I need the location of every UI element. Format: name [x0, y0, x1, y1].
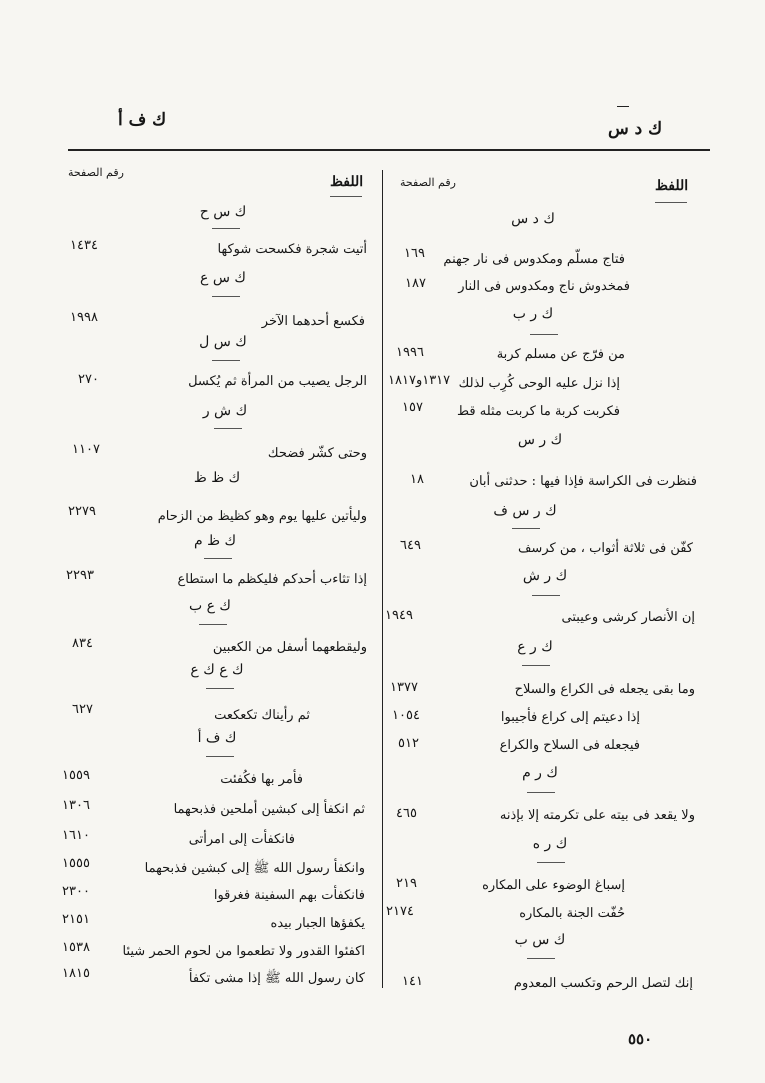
page-number: ٥٥٠: [628, 1030, 653, 1048]
right-entry-page: ١٩٤٩: [385, 608, 413, 623]
right-root-5: ك ر ش: [522, 568, 568, 584]
right-entry-text: إنك لتصل الرحم وتكسب المعدوم: [513, 976, 693, 991]
left-entry-page: ٢٢٩٣: [66, 568, 94, 583]
left-entry-page: ٢٧٠: [78, 372, 99, 387]
right-entry-page: ٥١٢: [398, 736, 419, 751]
right-entry-page: ١٦٩: [404, 246, 425, 261]
left-entry-text: اكفئوا القدور ولا تطعموا من لحوم الحمر شيئا: [122, 944, 365, 959]
right-root-divider: [532, 595, 560, 596]
left-entry-page: ١٥٣٨: [62, 940, 90, 955]
left-entry-text: أتيت شجرة فكسحت شوكها: [217, 242, 367, 257]
right-entry-page: ١٠٥٤: [392, 708, 420, 723]
left-entry-page: ١٣٠٦: [62, 798, 90, 813]
left-root-divider: [199, 624, 227, 625]
left-root-4: ك ش ر: [202, 403, 248, 419]
right-entry-page: ١٣١٧و١٨١٧: [388, 373, 451, 388]
right-entry-page: ١٨: [410, 472, 424, 487]
right-root-divider: [537, 862, 565, 863]
left-entry-page: ١٨١٥: [62, 966, 90, 981]
right-root-divider: [512, 528, 540, 529]
right-entry-page: ١٣٧٧: [390, 680, 418, 695]
right-word-header: اللفظ: [655, 178, 689, 194]
right-root-divider: [527, 792, 555, 793]
right-entry-text: إذا نزل عليه الوحى كُرِب لذلك: [458, 376, 620, 391]
left-root-divider: [212, 296, 240, 297]
column-separator: [382, 170, 383, 988]
left-root-1: ك س ح: [199, 204, 247, 220]
right-root-7: ك ر م: [522, 765, 558, 781]
left-entry-page: ١٤٣٤: [70, 238, 98, 253]
left-entry-page: ١١٠٧: [72, 442, 100, 457]
right-root-8: ك ر ه: [532, 836, 568, 852]
right-entry-text: فيجعله فى السلاح والكراع: [499, 738, 640, 753]
left-root-3: ك س ل: [199, 334, 247, 350]
left-entry-text: يكفؤها الجبار بيده: [270, 916, 365, 931]
right-root-divider: [522, 665, 550, 666]
left-entry-page: ٢١٥١: [62, 912, 90, 927]
right-root-divider: [527, 958, 555, 959]
left-entry-text: وليأتين عليها يوم وهو كظيظ من الزحام: [157, 509, 367, 524]
left-root-divider: [214, 428, 242, 429]
right-root-1: ك د س: [511, 211, 555, 227]
left-entry-page: ١٥٥٥: [62, 856, 90, 871]
right-entry-page: ١٩٩٦: [396, 345, 424, 360]
right-entry-text: إذا دعيتم إلى كراع فأجيبوا: [500, 710, 640, 725]
right-entry-text: فمخدوش ناج ومكدوس فى النار: [458, 279, 630, 294]
left-entry-page: ٦٢٧: [72, 702, 93, 717]
left-entry-page: ٢٣٠٠: [62, 884, 90, 899]
left-root-2: ك س ع: [200, 270, 246, 286]
right-entry-text: من فرّج عن مسلم كربة: [496, 347, 625, 362]
left-root-divider: [206, 688, 234, 689]
right-entry-page: ١٨٧: [405, 276, 426, 291]
right-entry-page: ١٤١: [402, 974, 423, 989]
right-entry-page: ٦٤٩: [400, 538, 421, 553]
left-entry-text: وليقطعهما أسفل من الكعبين: [212, 640, 367, 655]
right-page-header: رقم الصفحة: [400, 176, 456, 189]
right-root-2: ك ر ب: [512, 306, 554, 322]
right-entry-page: ٤٦٥: [396, 806, 417, 821]
right-entry-text: إسباغ الوضوء على المكاره: [482, 878, 625, 893]
right-entry-text: حُفّت الجنة بالمكاره: [519, 906, 625, 921]
left-entry-text: فأمر بها فكُفئت: [220, 772, 303, 787]
left-page-header: رقم الصفحة: [68, 166, 124, 179]
left-word-header-underline: [330, 196, 362, 197]
left-entry-text: وحتى كشّر فضحك: [267, 446, 367, 461]
left-entry-page: ١٦١٠: [62, 828, 90, 843]
left-root-divider: [206, 756, 234, 757]
right-entry-page: ١٥٧: [402, 400, 423, 415]
right-entry-text: فكربت كربة ما كربت مثله قط: [457, 404, 620, 419]
header-left-root: ك ف أ: [118, 110, 167, 130]
right-entry-text: وما بقى يجعله فى الكراع والسلاح: [514, 682, 695, 697]
left-entry-text: الرجل يصيب من المرأة ثم يُكسل: [188, 374, 367, 389]
header-right-root: ك د س: [608, 119, 663, 139]
left-entry-text: ثم انكفأ إلى كبشين أملحين فذبحهما: [173, 802, 365, 817]
right-entry-text: إن الأنصار كرشى وعيبتى: [561, 610, 695, 625]
left-entry-text: وانكفأ رسول الله ﷺ إلى كبشين فذبحهما: [144, 861, 365, 876]
left-entry-text: فانكفأت إلى امرأتى: [188, 832, 295, 847]
left-root-5: ك ظ ظ: [193, 470, 241, 486]
right-entry-text: كفّن فى ثلاثة أثواب ، من كرسف: [517, 541, 693, 556]
left-entry-text: ثم رأيناك تكعكعت: [214, 708, 310, 723]
right-entry-text: فنظرت فى الكراسة فإذا فيها : حدثنى أبان: [469, 474, 697, 489]
left-root-8: ك ع ك ع: [190, 662, 244, 678]
left-entry-text: فكسع أحدهما الآخر: [261, 314, 365, 329]
left-entry-text: إذا تثاءب أحدكم فليكظم ما استطاع: [177, 572, 367, 587]
right-entry-text: ولا يقعد فى بيته على تكرمته إلا بإذنه: [499, 808, 695, 823]
left-root-divider: [212, 360, 240, 361]
left-root-6: ك ظ م: [193, 533, 237, 549]
left-entry-page: ١٥٥٩: [62, 768, 90, 783]
left-entry-page: ٢٢٧٩: [68, 504, 96, 519]
right-entry-page: ٢١٩: [396, 876, 417, 891]
left-entry-text: فانكفأت بهم السفينة فغرقوا: [213, 888, 365, 903]
left-entry-page: ١٩٩٨: [70, 310, 98, 325]
right-root-9: ك س ب: [514, 932, 566, 948]
right-word-header-underline: [655, 202, 687, 203]
left-entry-page: ٨٣٤: [72, 636, 93, 651]
left-root-9: ك ف أ: [197, 730, 237, 746]
left-root-divider: [212, 228, 240, 229]
right-entry-page: ٢١٧٤: [386, 904, 414, 919]
left-entry-text: كان رسول الله ﷺ إذا مشى تكفأ: [188, 971, 365, 986]
header-rule: [68, 149, 710, 151]
left-root-divider: [204, 558, 232, 559]
right-root-divider: [530, 334, 558, 335]
left-root-7: ك ع ب: [189, 598, 231, 614]
right-root-3: ك ر س: [517, 432, 563, 448]
right-entry-text: فتاج مسلّم ومكدوس فى نار جهنم: [443, 252, 625, 267]
right-root-6: ك ر ع: [517, 639, 553, 655]
right-root-4: ك ر س ف: [493, 503, 557, 519]
left-word-header: اللفظ: [330, 174, 364, 190]
header-short-mark: [617, 106, 629, 107]
